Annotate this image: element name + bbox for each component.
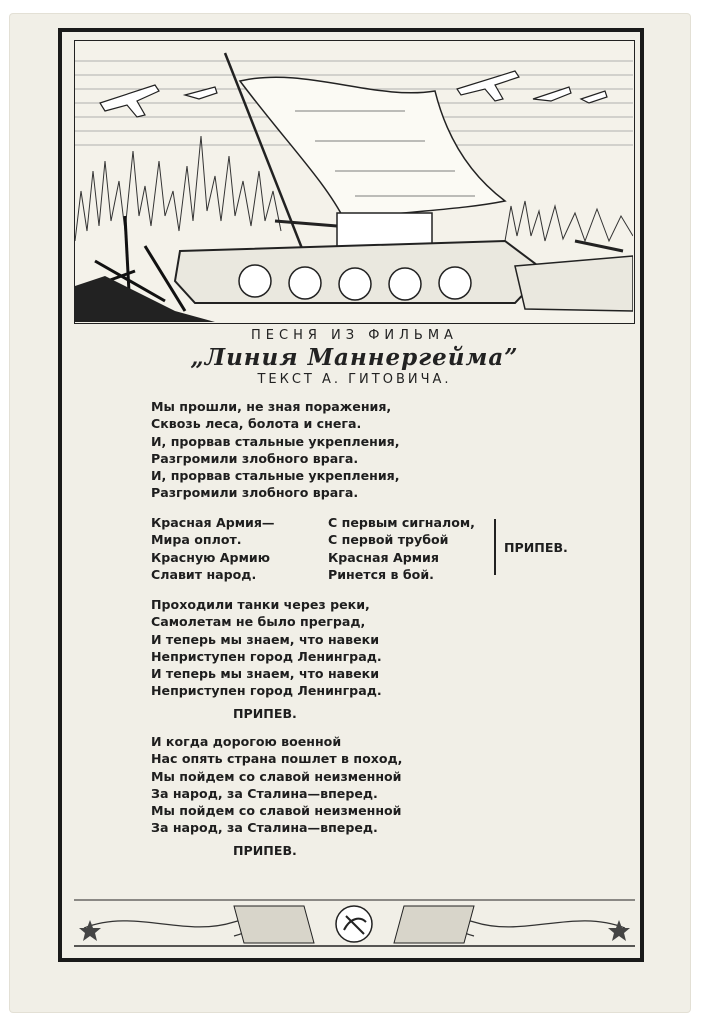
verse-line: Разгромили злобного врага. [151, 485, 359, 501]
chorus-col-1 [151, 514, 275, 583]
chorus-line: Красную Армию [151, 549, 270, 565]
author-line: ТЕКСТ А. ГИТОВИЧА. [257, 372, 452, 387]
chorus-bracket [494, 519, 496, 575]
verse-line: Мы прошли, не зная поражения, [151, 399, 392, 414]
chorus-line: С первым сигналом, [328, 515, 475, 530]
tank-illustration [74, 40, 635, 324]
verse-line: За народ, за Сталина—вперед. [151, 820, 378, 836]
verse-3 [151, 733, 402, 837]
ornament-footer [74, 898, 635, 948]
verse-line: Нас опять страна пошлет в поход, [151, 751, 403, 767]
verse-line: Неприступен город Ленинград. [151, 648, 382, 664]
verse-line: Самолетам не было преград, [151, 614, 366, 630]
verse-line: Разгромили злобного врага. [151, 450, 359, 466]
verse-line: И теперь мы знаем, что навеки [151, 631, 380, 647]
refrain-label: ПРИПЕВ. [233, 843, 297, 858]
chorus-col-2 [328, 514, 475, 583]
song-title: „Линия Маннергейма” [190, 344, 519, 371]
chorus-line: Красная Армия— [151, 515, 275, 530]
verse-line: И когда дорогою военной [151, 734, 342, 749]
chorus-line: Мира оплот. [151, 532, 242, 548]
refrain-label: ПРИПЕВ. [233, 706, 297, 721]
chorus-label: ПРИПЕВ. [504, 540, 568, 555]
chorus-line: Славит народ. [151, 566, 257, 582]
verse-line: И теперь мы знаем, что навеки [151, 666, 380, 682]
verse-line: За народ, за Сталина—вперед. [151, 785, 378, 801]
verse-line: Сквозь леса, болота и снега. [151, 416, 362, 432]
verse-2 [151, 596, 382, 700]
verse-line: Неприступен город Ленинград. [151, 683, 382, 699]
verse-line: Мы пойдем со славой неизменной [151, 768, 402, 784]
verse-line: И, прорвав стальные укрепления, [151, 468, 400, 484]
verse-1 [151, 398, 400, 502]
chorus-line: Ринется в бой. [328, 566, 434, 582]
chorus-line: Красная Армия [328, 549, 439, 565]
subtitle: ПЕСНЯ ИЗ ФИЛЬМА [251, 328, 458, 343]
verse-line: Проходили танки через реки, [151, 597, 370, 612]
verse-line: И, прорвав стальные укрепления, [151, 433, 400, 449]
chorus-line: С первой трубой [328, 532, 449, 548]
verse-line: Мы пойдем со славой неизменной [151, 803, 402, 819]
